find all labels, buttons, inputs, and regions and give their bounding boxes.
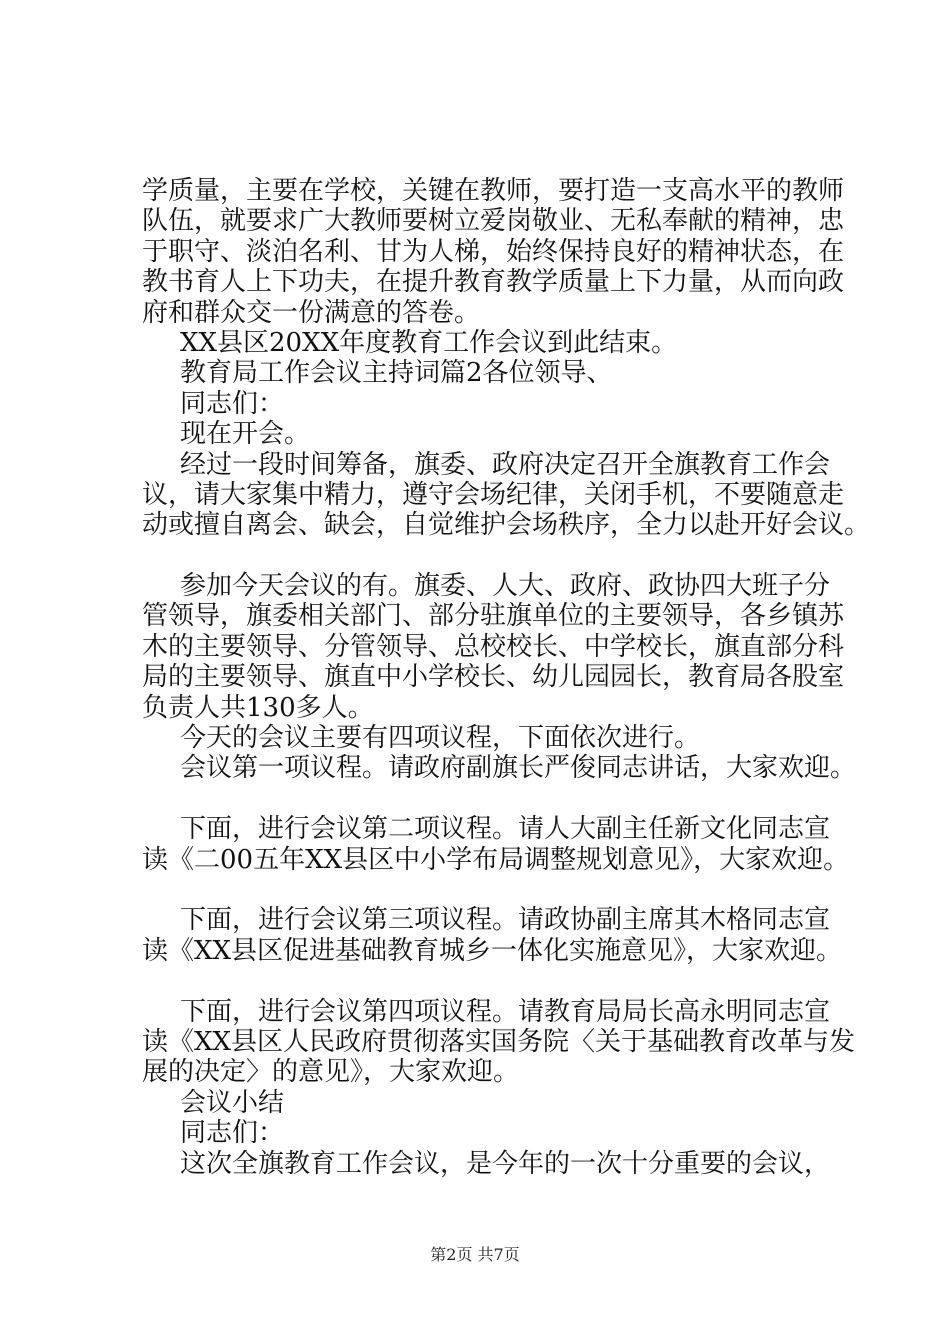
body-line: 队伍，就要求广大教师要树立爱岗敬业、无私奉献的精神，忠	[142, 206, 845, 237]
body-line: 议，请大家集中精力，遵守会场纪律，关闭手机，不要随意走	[142, 479, 845, 510]
body-line: 下面，进行会议第四项议程。请教育局局长高永明同志宣	[180, 996, 831, 1027]
body-line: 今天的会议主要有四项议程，下面依次进行。	[180, 723, 701, 754]
body-line: 教育局工作会议主持词篇2各位领导、	[180, 358, 613, 389]
body-line: 展的决定〉的意见》，大家欢迎。	[142, 1057, 520, 1088]
paragraph-gap	[0, 875, 950, 905]
body-line: 参加今天会议的有。旗委、人大、政府、政协四大班子分	[180, 571, 831, 602]
body-line: 会议小结	[180, 1087, 285, 1118]
body-line: 教书育人上下功夫，在提升教育教学质量上下力量，从而向政	[142, 267, 845, 298]
document-body	[0, 176, 950, 1179]
body-line: 管领导，旗委相关部门、部分驻旗单位的主要领导，各乡镇苏	[142, 601, 845, 632]
body-line: 学质量，主要在学校，关键在教师，要打造一支高水平的教师	[142, 176, 845, 206]
body-line: 局的主要领导、旗直中小学校长、幼儿园园长，教育局各股室	[142, 662, 845, 693]
paragraph-gap	[0, 966, 950, 996]
body-line: 木的主要领导、分管领导、总校校长、中学校长，旗直部分科	[142, 631, 845, 662]
body-line: 于职守、淡泊名利、甘为人梯，始终保持良好的精神状态，在	[142, 236, 845, 267]
body-line: 现在开会。	[180, 419, 311, 450]
body-line: 同志们：	[180, 388, 285, 419]
body-line: 府和群众交一份满意的答卷。	[142, 297, 481, 328]
body-line: 读《二00五年XX县区中小学布局调整规划意见》，大家欢迎。	[142, 844, 850, 875]
body-line: 经过一段时间筹备，旗委、政府决定召开全旗教育工作会	[180, 449, 831, 480]
body-line: 负责人共130多人。	[142, 692, 374, 723]
paragraph-gap	[0, 541, 950, 571]
body-line: 会议第一项议程。请政府副旗长严俊同志讲话，大家欢迎。	[180, 753, 857, 784]
page-number: 第2页 共7页	[430, 1245, 520, 1264]
body-line: 同志们：	[180, 1118, 285, 1149]
page-footer	[0, 1244, 950, 1266]
body-line: 下面，进行会议第三项议程。请政协副主席其木格同志宣	[180, 905, 831, 936]
body-line: 动或擅自离会、缺会，自觉维护会场秩序，全力以赴开好会议。	[142, 510, 871, 541]
body-line: 这次全旗教育工作会议，是今年的一次十分重要的会议，	[180, 1148, 831, 1179]
body-line: 读《XX县区促进基础教育城乡一体化实施意见》，大家欢迎。	[142, 935, 843, 966]
body-line: 下面，进行会议第二项议程。请人大副主任新文化同志宣	[180, 814, 831, 845]
body-line: XX县区20XX年度教育工作会议到此结束。	[180, 327, 678, 358]
body-line: 读《XX县区人民政府贯彻落实国务院〈关于基础教育改革与发	[142, 1026, 856, 1057]
paragraph-gap	[0, 784, 950, 814]
